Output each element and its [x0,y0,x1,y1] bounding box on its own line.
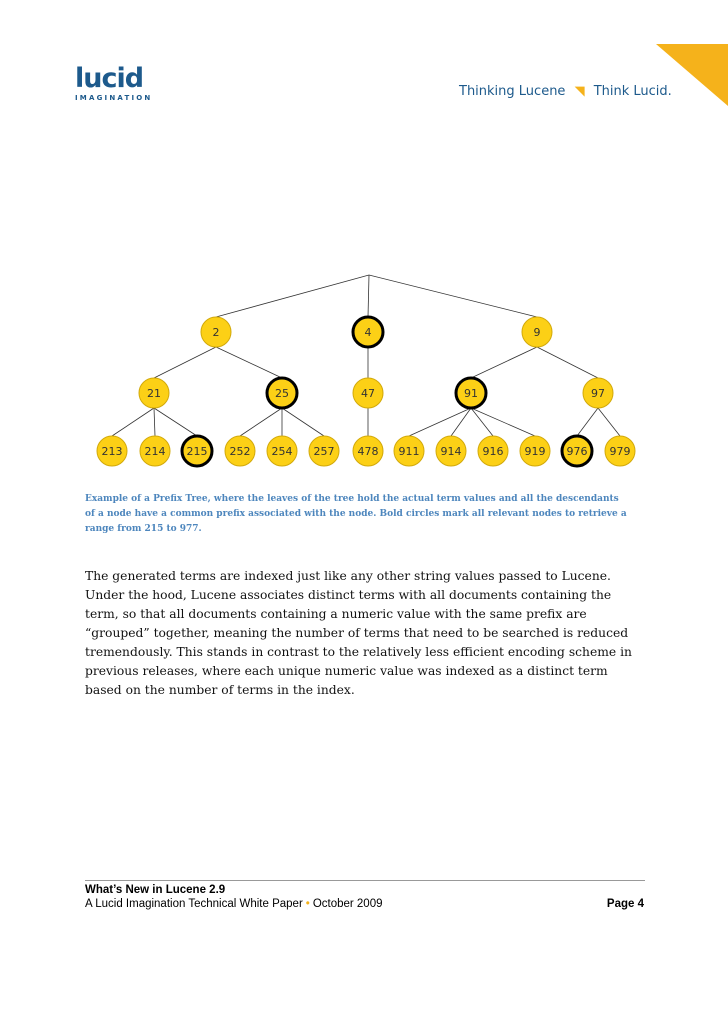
tree-node-97 [583,378,613,408]
tagline-left: Thinking Lucene [459,84,566,99]
tree-edge-21-214 [154,408,155,436]
tree-node-label: 976 [566,445,588,458]
tree-node-9 [522,317,552,347]
tree-node-label: 25 [275,387,289,400]
logo-word: lucid [75,63,144,94]
tree-node-214 [140,436,170,466]
tree-node-label: 252 [229,445,251,458]
tree-edge-91-919 [471,408,535,436]
tree-node-254 [267,436,297,466]
tree-edge-root-9 [369,275,537,317]
tree-node-label: 4 [364,326,372,339]
tree-node-label: 47 [361,387,375,400]
tree-node-label: 979 [609,445,631,458]
tree-edge-97-979 [598,408,620,436]
tree-edge-2-25 [216,347,282,378]
tree-node-label: 2 [212,326,220,339]
tree-edge-9-91 [471,347,537,378]
footer-subtitle-right: October 2009 [312,898,383,910]
figure-caption: Example of a Prefix Tree, where the leaves of the tree hold the actual term values and all the descendants of a node have a common prefix associated with the node. Bold circles mark all relevant nodes to retrieve a range from 215 to 977. [85,494,627,534]
tree-node-label: 215 [186,445,208,458]
tree-node-label: 254 [271,445,293,458]
tree-edge-root-2 [216,275,369,317]
tree-node-47 [353,378,383,408]
logo-subtitle: IMAGINATION [75,94,153,102]
tree-node-label: 9 [533,326,541,339]
tree-node-478 [353,436,383,466]
tree-node-label: 21 [147,387,161,400]
tree-node-label: 916 [482,445,504,458]
tree-node-label: 919 [524,445,546,458]
tree-node-914 [436,436,466,466]
tree-node-252 [225,436,255,466]
tree-edge-91-911 [409,408,471,436]
tree-node-91 [456,378,486,408]
tree-edge-2-21 [154,347,216,378]
tree-node-label: 97 [591,387,605,400]
tree-node-979 [605,436,635,466]
tree-node-4 [353,317,383,347]
tree-node-label: 214 [144,445,166,458]
tree-edge-97-976 [577,408,598,436]
body-paragraph: The generated terms are indexed just like any other string values passed to Lucene. Under the hood, Lucene associates distinct terms with all documents containing the term, so that all documents containing a numeric value with the same prefix are “grouped” together, meaning the number of terms that need to be searched is reduced tremendously. This stands in contrast to the relatively less efficient encoding scheme in previous releases, where each unique numeric value was indexed as a distinct term based on the number of terms in the index. [85,569,632,697]
tree-node-215 [182,436,212,466]
footer-title: What’s New in Lucene 2.9 [85,884,226,896]
tree-node-25 [267,378,297,408]
tree-node-label: 91 [464,387,478,400]
footer-subtitle-left: A Lucid Imagination Technical White Paper [85,898,303,910]
tree-node-label: 911 [398,445,420,458]
tree-node-label: 213 [101,445,123,458]
tree-node-label: 478 [357,445,379,458]
page-number: Page 4 [606,898,644,910]
tree-edge-25-257 [282,408,324,436]
tree-node-916 [478,436,508,466]
tagline-right: Think Lucid. [593,84,672,99]
tree-edge-91-916 [471,408,493,436]
tree-node-21 [139,378,169,408]
tree-node-976 [562,436,592,466]
tree-node-label: 914 [440,445,462,458]
tree-edge-9-97 [537,347,598,378]
tree-node-label: 257 [313,445,335,458]
tree-edge-root-4 [368,275,369,317]
tree-edge-21-215 [154,408,197,436]
tree-node-919 [520,436,550,466]
tree-edge-21-213 [112,408,154,436]
footer-divider [85,880,645,881]
tree-node-257 [309,436,339,466]
tree-edge-25-252 [240,408,282,436]
tree-node-213 [97,436,127,466]
prefix-tree-figure [0,0,728,480]
tagline-arrow-icon: ◥ [574,84,585,99]
footer-subtitle [85,898,383,910]
tree-node-2 [201,317,231,347]
tree-node-911 [394,436,424,466]
footer-separator: • [305,898,310,910]
